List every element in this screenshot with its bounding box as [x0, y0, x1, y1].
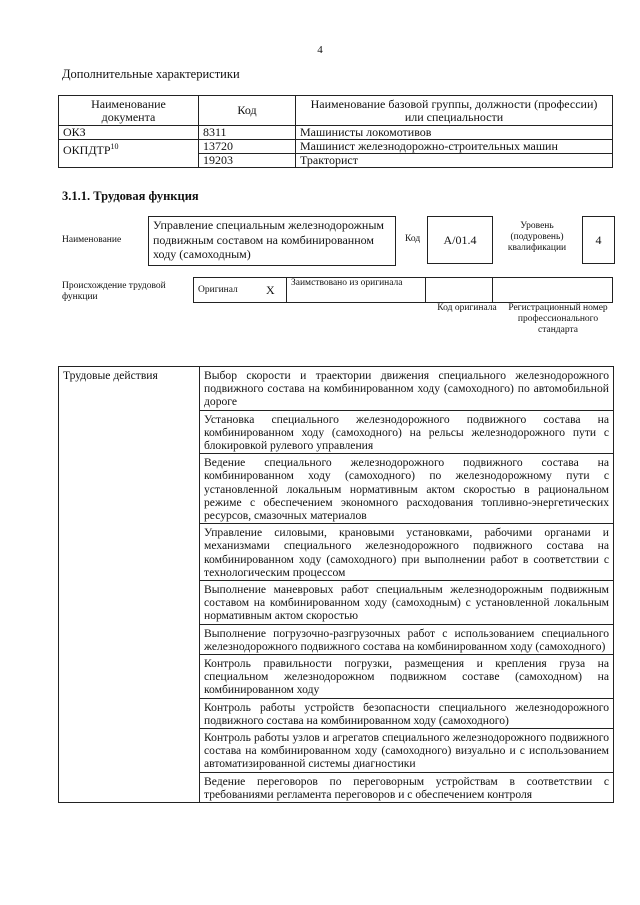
origin-label: Происхождение трудовой функции [62, 281, 166, 302]
labour-actions-table [58, 366, 614, 803]
action-item: Установка специального железнодорожного подвижного состава на комбинированном ходу (самоходного) на рельсы железнодорожного пути с блокировкой рулевого управления [200, 410, 614, 454]
table-row [59, 126, 613, 140]
section-subtitle: Дополнительные характеристики [62, 67, 240, 81]
reg-number-label: Регистрационный номер профессионального стандарта [508, 303, 608, 335]
row-name: Машинист железнодорожно-строительных машин [296, 140, 613, 154]
table-header-row [59, 96, 613, 126]
original-label: Оригинал [194, 278, 263, 303]
table-row [59, 367, 614, 411]
level-label: Уровень (подуровень) квалификации [507, 221, 567, 253]
header-group: Наименование базовой группы, должности (профессии) или специальности [296, 96, 613, 126]
action-item: Выполнение маневровых работ специальным железнодорожным подвижным составом на комбинированном ходу (самоходным) с установленной локальным нормативным актом скоростью [200, 581, 614, 625]
original-mark: X [262, 278, 287, 303]
page-number: 4 [317, 44, 323, 56]
action-item: Ведение переговоров по переговорным устройствам в соответствии с требованиями регламента переговоров и с обеспечением контроля [200, 772, 614, 802]
header-document: Наименование документа [59, 96, 199, 126]
code-original-cell [426, 278, 493, 303]
row-code: 19203 [199, 154, 296, 168]
reg-number-cell [493, 278, 613, 303]
function-code: A/01.4 [427, 216, 493, 264]
action-item: Выбор скорости и траектории движения специального железнодорожного подвижного состава на комбинированном ходу (самоходного) по автомобильной дороге [200, 367, 614, 411]
function-name: Управление специальным железнодорожным подвижным составом на комбинированном ходу (самоходным) [148, 216, 396, 266]
origin-table [193, 277, 613, 303]
action-item: Управление силовыми, крановыми установками, рабочими органами и механизмами специального железнодорожного подвижного состава на комбинированном ходу (самоходного) при выполнении работ в соответствии с технологическим процессом [200, 524, 614, 581]
footnote-ref: 10 [110, 142, 119, 151]
table-row [59, 140, 613, 154]
actions-label: Трудовые действия [59, 367, 200, 803]
action-item: Ведение специального железнодорожного подвижного состава на комбинированном ходу (самоходного) по железнодорожному пути с установленной локальным нормативным актом скоростью в рациональном режиме с обеспечением экономного расходования топливно-энергетических ресурсов, смазочных материалов [200, 454, 614, 524]
row-code: 13720 [199, 140, 296, 154]
row-document-text: ОКПДТР [63, 143, 111, 157]
level-value: 4 [582, 216, 615, 264]
action-item: Контроль правильности погрузки, размещения и крепления груза на специальном железнодорожном подвижном составе (самоходном) на комбинированном ходу [200, 655, 614, 699]
row-name: Тракторист [296, 154, 613, 168]
row-document: ОКЗ [59, 126, 199, 140]
row-document [59, 140, 199, 168]
borrowed-label: Заимствовано из оригинала [287, 278, 426, 303]
section-title: 3.1.1. Трудовая функция [62, 189, 199, 203]
name-label: Наименование [62, 235, 122, 245]
action-item: Контроль работы устройств безопасности специального железнодорожного подвижного состава на комбинированном ходу (самоходного) [200, 698, 614, 728]
action-item: Контроль работы узлов и агрегатов специального железнодорожного подвижного состава на комбинированном ходу (самоходного) визуально и с использованием автоматизированной системы диагностики [200, 729, 614, 773]
row-name: Машинисты локомотивов [296, 126, 613, 140]
header-code: Код [199, 96, 296, 126]
characteristics-table [58, 95, 613, 168]
row-code: 8311 [199, 126, 296, 140]
code-label: Код [405, 234, 421, 244]
action-item: Выполнение погрузочно-разгрузочных работ с использованием специального железнодорожного подвижного состава на комбинированном ходу (самоходного) [200, 624, 614, 654]
code-original-label: Код оригинала [437, 303, 497, 313]
